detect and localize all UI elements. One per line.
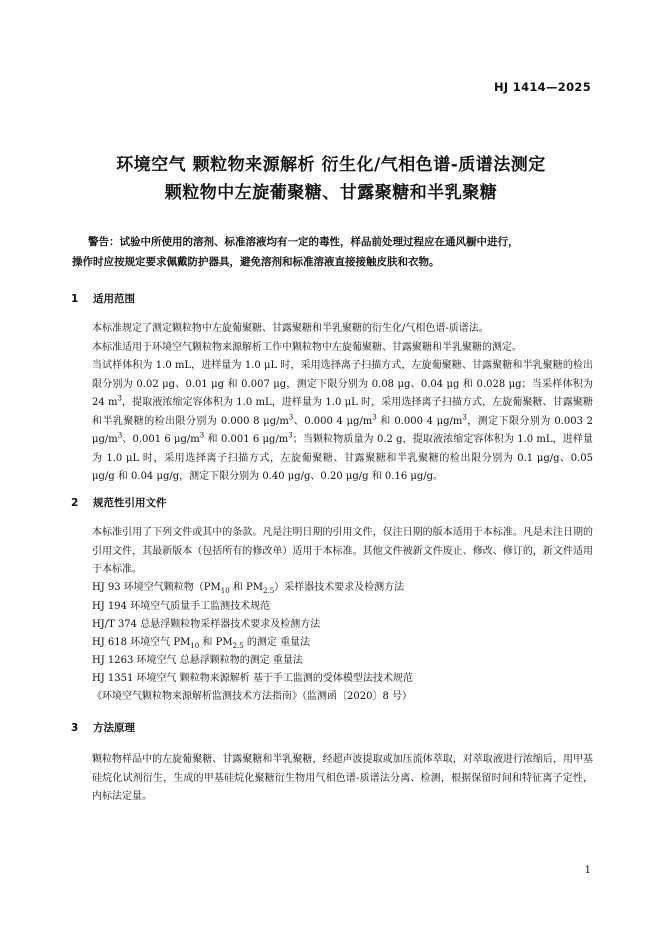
- warning-block: [72, 232, 593, 272]
- reference-item: HJ 93 环境空气颗粒物（$PM_{10}$ 和 $PM_{2.5}$）采样器技术要求及检测方法: [92, 582, 405, 595]
- section-1-heading: [71, 291, 135, 306]
- standard-code: HJ 1414—2025: [493, 80, 591, 94]
- reference-item: HJ 1351 环境空气 颗粒物来源解析 基于手工监测的受体模型法技术规范: [92, 673, 413, 684]
- reference-item: HJ/T 374 总悬浮颗粒物采样器技术要求及检测方法: [92, 619, 321, 630]
- title-line-2: 颗粒物中左旋葡聚糖、甘露聚糖和半乳聚糖: [164, 183, 498, 203]
- section-3-paragraph-1: 颗粒物样品中的左旋葡聚糖、甘露聚糖和半乳聚糖，经超声波提取或加压流体萃取，对萃取液进行浓缩后，用甲基硅烷化试剂衍生，生成的甲基硅烷化聚糖衍生物用气相色谱-质谱法分离、检测，根据保留时间和特征离子定性，内标法定量。: [92, 754, 593, 802]
- section-1-paragraph-1: 本标准规定了测定颗粒物中左旋葡聚糖、甘露聚糖和半乳聚糖的衍生化/气相色谱-质谱法。: [92, 323, 489, 334]
- section-2-number: 2: [71, 497, 79, 509]
- section-2-paragraph-1: 本标准引用了下列文件或其中的条款。凡是注明日期的引用文件，仅注日期的版本适用于本标准。凡是未注日期的引用文件，其最新版本（包括所有的修改单）适用于本标准。其他文件被新文件废止、修改、修订的，新文件适用于本标准。: [92, 527, 593, 575]
- section-2-heading: [71, 495, 167, 510]
- section-3-body: [71, 751, 593, 807]
- warning-line-2: 操作时应按规定要求佩戴防护器具，避免溶剂和标准溶液直接接触皮肤和衣物。: [72, 256, 440, 268]
- reference-item: HJ 618 环境空气 $PM_{10}$ 和 $PM_{2.5}$ 的测定 重量法: [92, 637, 311, 650]
- reference-item: 《环境空气颗粒物来源解析监测技术方法指南》（监测函〔2020〕8 号）: [92, 691, 412, 702]
- section-1-body: [71, 320, 593, 487]
- section-1-paragraph-2: 本标准适用于环境空气颗粒物来源解析工作中颗粒物中左旋葡聚糖、甘露聚糖和半乳聚糖的测定。: [92, 341, 522, 353]
- section-1-paragraph-3: 当试样体积为 1.0 mL，进样量为 1.0 μL 时，采用选择离子扫描方式，左旋葡聚糖、甘露聚糖和半乳聚糖的检出限分别为 0.02 μg、0.01 μg 和 0.007 μg，测定下限分别为 0.08 μg、0.04 μg 和 0.028 μg；当采样体积为 24 $m^3$，提取液浓缩定容体积为 1.0 mL，进样量为 1.0 μL 时，采用选择离子扫描方式，左旋葡聚糖、甘露聚糖和半乳聚糖的检出限分别为 0.000 8 $\mu g/m^3$、0.000 4 $\mu g/m^3$ 和 0.000 4 $\mu g/m^3$，测定下限分别为 0.003 2 $\mu g/m^3$、0.001 6 $\mu g/m^3$ 和 0.001 6 $\mu g/m^3$；当颗粒物质量为 0.2 g，提取液浓缩定容体积为 1.0 mL，进样量为 1.0 μL 时，采用选择离子扫描方式，左旋葡聚糖、甘露聚糖和半乳聚糖的检出限分别为 0.1 μg/g、0.05 μg/g 和 0.04 μg/g，测定下限分别为 0.40 μg/g、0.20 μg/g 和 0.16 μg/g。: [92, 360, 593, 482]
- reference-item: HJ 194 环境空气质量手工监测技术规范: [92, 601, 271, 612]
- section-1-title: 适用范围: [93, 293, 135, 305]
- page-number: 1: [584, 865, 591, 876]
- section-2-title: 规范性引用文件: [93, 497, 167, 509]
- section-3-number: 3: [71, 722, 79, 734]
- reference-item: HJ 1263 环境空气 总悬浮颗粒物的测定 重量法: [92, 655, 303, 666]
- section-3-heading: [71, 720, 135, 735]
- section-3-title: 方法原理: [93, 722, 135, 734]
- warning-line-1: 警告：试验中所使用的溶剂、标准溶液均有一定的毒性，样品前处理过程应在通风橱中进行，: [88, 236, 519, 248]
- section-2-body: [71, 524, 593, 580]
- title-line-1: 环境空气 颗粒物来源解析 衍生化/气相色谱-质谱法测定: [116, 155, 546, 175]
- section-1-number: 1: [71, 293, 79, 305]
